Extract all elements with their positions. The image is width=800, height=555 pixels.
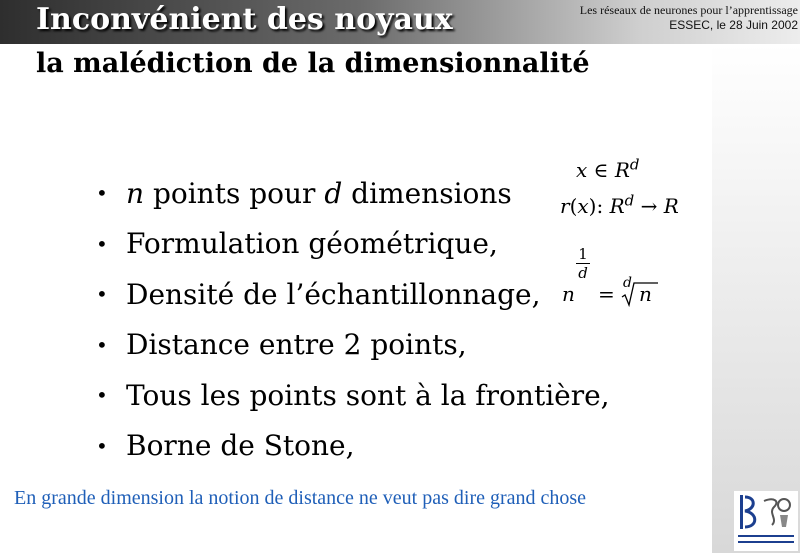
right-gradient-strip [712,44,800,553]
bullet-list [96,168,610,471]
slide-title: Inconvénient des noyaux [36,2,453,37]
essec-logo-icon [734,491,798,551]
bullet-dot-icon: • [96,231,108,256]
bullet-text: Formulation géométrique, [126,227,498,261]
formula-function: r(x): $R^d \to R$ [560,191,679,218]
formula-domain: x ∈ $R^d$ [576,155,640,182]
formula-exponent-fraction: $\frac{1}{d}$ [576,245,590,282]
bullet-item [96,320,610,371]
bullet-dot-icon: • [96,181,108,206]
formula-base-n: n [562,282,575,306]
bullet-text: Distance entre 2 points, [126,328,467,362]
bullet-text: Tous les points sont à la frontière, [126,378,610,412]
bullet-dot-icon: • [96,433,108,458]
bullet-item [96,421,610,472]
bullet-dot-icon: • [96,383,108,408]
bullet-item [96,269,610,320]
course-place-date: ESSEC, le 28 Juin 2002 [669,18,798,32]
formula-equals: = [598,282,615,306]
bullet-dot-icon: • [96,332,108,357]
conclusion-text: En grande dimension la notion de distance ne veut pas dire grand chose [14,487,587,509]
bullet-text: n points pour d dimensions [126,176,512,210]
bullet-dot-icon: • [96,282,108,307]
bullet-text: Borne de Stone, [126,429,355,463]
slide-subtitle: la malédiction de la dimensionnalité [36,48,590,79]
course-name: Les réseaux de neurones pour l’apprentissage [579,3,798,17]
bullet-item [96,168,610,219]
bullet-item [96,370,610,421]
bullet-item [96,219,610,270]
bullet-text: Densité de l’échantillonnage, [126,277,541,311]
